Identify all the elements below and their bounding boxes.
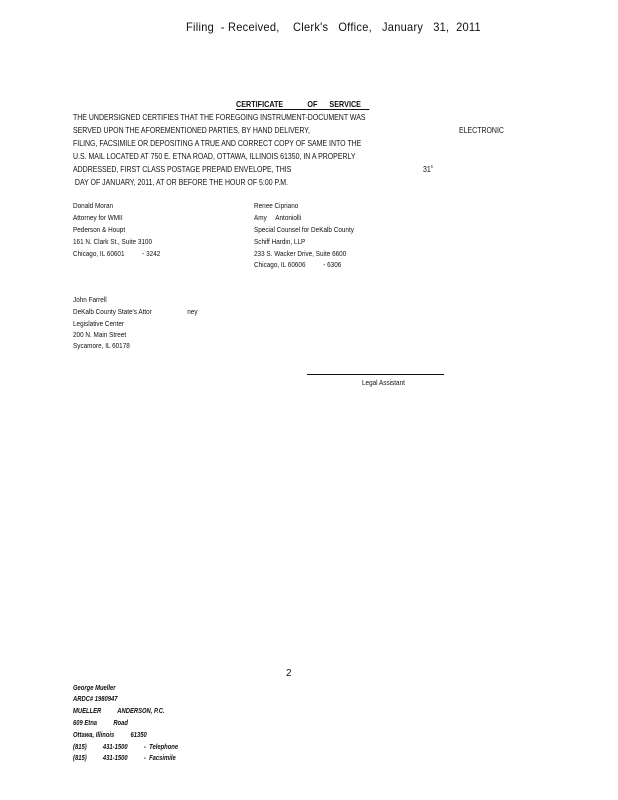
party-bottom-line: DeKalb County State's Attor ney	[73, 307, 198, 316]
party-right-line: Amy Antoniolli	[254, 213, 302, 222]
party-right-name: Renee Cipriano	[254, 201, 299, 210]
cert-electronic: ELECTRONIC	[459, 125, 504, 135]
filing-header: Filing - Received, Clerk's Office, January 31, 2011	[186, 20, 481, 34]
cert-line-4: U.S. MAIL LOCATED AT 750 E. ETNA ROAD, OTTAWA, ILLINOIS 61350, IN A PROPERLY	[73, 151, 356, 161]
footer-line: ARDC# 1980947	[73, 694, 118, 703]
cert-line-3: FILING, FACSIMILE OR DEPOSITING A TRUE AND CORRECT COPY OF SAME INTO THE	[73, 138, 362, 148]
signature-label: Legal Assistant	[362, 378, 405, 387]
title-word-certificate: CERTIFICATE	[236, 99, 284, 109]
footer-line: (815) 431-1500 - Telephone	[73, 742, 179, 751]
cert-line-6: DAY OF JANUARY, 2011, AT OR BEFORE THE HOUR OF 5:00 P.M.	[73, 177, 288, 187]
party-bottom-line: Legislative Center	[73, 319, 125, 328]
party-right-line: Chicago, IL 60606 - 6306	[254, 260, 342, 269]
cert-day-suffix: s	[430, 164, 433, 171]
cert-day-number: 31	[423, 164, 431, 174]
party-right-line: Schiff Hardin, LLP	[254, 237, 306, 246]
title-word-service: SERVICE	[329, 99, 362, 109]
footer-line: George Mueller	[73, 683, 116, 692]
party-left-line: 161 N. Clark St., Suite 3100	[73, 237, 153, 246]
page-number: 2	[286, 668, 292, 679]
party-bottom-line: 200 N. Main Street	[73, 330, 127, 339]
party-right-line: Special Counsel for DeKalb County	[254, 225, 354, 234]
party-bottom-name: John Farrell	[73, 295, 107, 304]
party-left-line: Pederson & Houpt	[73, 225, 126, 234]
title-word-of: OF	[307, 99, 318, 109]
party-bottom-line: Sycamore, IL 60178	[73, 341, 130, 350]
footer-line: (815) 431-1500 - Facsimile	[73, 753, 176, 762]
cert-line-5: ADDRESSED, FIRST CLASS POSTAGE PREPAID ENVELOPE, THIS	[73, 164, 292, 174]
footer-line: MUELLER ANDERSON, P.C.	[73, 706, 165, 715]
party-left-line: Attorney for WMII	[73, 213, 123, 222]
footer-line: 609 Etna Road	[73, 718, 128, 727]
party-left-name: Donald Moran	[73, 201, 114, 210]
cert-line-1: THE UNDERSIGNED CERTIFIES THAT THE FOREGOING INSTRUMENT-DOCUMENT WAS	[73, 112, 366, 122]
party-right-line: 233 S. Wacker Drive, Suite 6600	[254, 249, 347, 258]
cert-line-2: SERVED UPON THE AFOREMENTIONED PARTIES, BY HAND DELIVERY,	[73, 125, 310, 135]
signature-line	[307, 374, 444, 375]
cert-day	[423, 164, 433, 174]
footer-line: Ottawa, Illinois 61350	[73, 730, 147, 739]
certificate-title	[236, 99, 369, 109]
party-left-line: Chicago, IL 60601 - 3242	[73, 249, 161, 258]
